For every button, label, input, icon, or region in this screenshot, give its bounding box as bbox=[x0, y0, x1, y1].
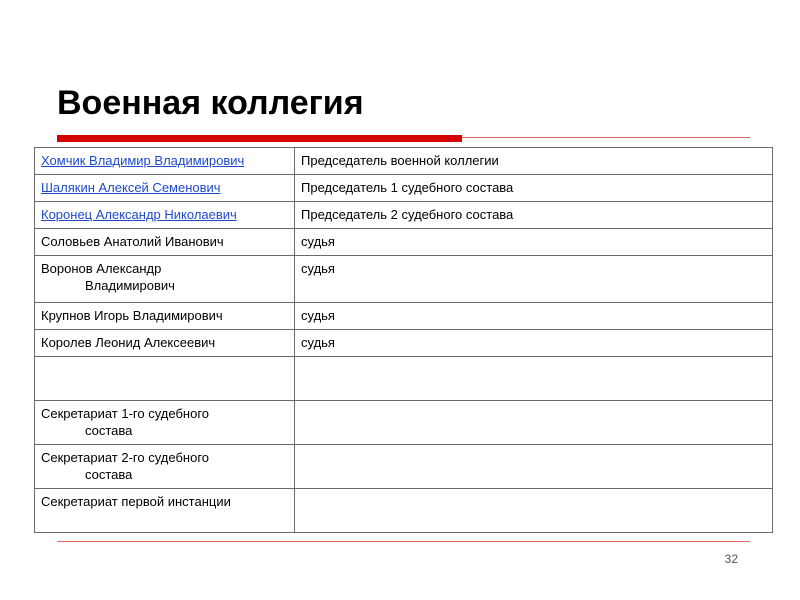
collegium-table bbox=[34, 147, 773, 533]
name-cell: Королев Леонид Алексеевич bbox=[35, 330, 295, 357]
table-row bbox=[35, 489, 773, 533]
unit-name-continued: состава bbox=[85, 423, 133, 438]
page-number: 32 bbox=[724, 552, 738, 566]
person-link[interactable]: Хомчик Владимир Владимирович bbox=[41, 153, 245, 168]
name-cell: Соловьев Анатолий Иванович bbox=[35, 229, 295, 256]
role-cell bbox=[295, 489, 773, 533]
role-cell: судья bbox=[295, 256, 773, 303]
table-row bbox=[35, 330, 773, 357]
table-row bbox=[35, 229, 773, 256]
role-cell: Председатель 2 судебного состава bbox=[295, 202, 773, 229]
table-row bbox=[35, 202, 773, 229]
table-row-empty bbox=[35, 357, 773, 401]
table-row bbox=[35, 148, 773, 175]
person-link[interactable]: Коронец Александр Николаевич bbox=[41, 207, 237, 222]
table-row bbox=[35, 175, 773, 202]
role-cell: судья bbox=[295, 330, 773, 357]
name-cell bbox=[35, 256, 295, 303]
role-cell bbox=[295, 445, 773, 489]
name-cell bbox=[35, 148, 295, 175]
name-cell bbox=[35, 175, 295, 202]
name-cell bbox=[35, 202, 295, 229]
person-name-continued: Владимирович bbox=[85, 278, 175, 293]
title-underline-thin bbox=[462, 137, 750, 138]
person-name: Воронов Александр bbox=[41, 261, 162, 276]
slide-title: Военная коллегия bbox=[57, 84, 364, 122]
name-cell bbox=[35, 445, 295, 489]
footer-rule bbox=[57, 541, 750, 542]
role-cell: Председатель 1 судебного состава bbox=[295, 175, 773, 202]
unit-name-continued: состава bbox=[85, 467, 133, 482]
name-cell bbox=[35, 357, 295, 401]
person-link[interactable]: Шалякин Алексей Семенович bbox=[41, 180, 221, 195]
role-cell: судья bbox=[295, 229, 773, 256]
table-row bbox=[35, 256, 773, 303]
unit-name: Секретариат 1-го судебного bbox=[41, 406, 210, 421]
table-row bbox=[35, 401, 773, 445]
table-row bbox=[35, 445, 773, 489]
role-cell: Председатель военной коллегии bbox=[295, 148, 773, 175]
role-cell: судья bbox=[295, 303, 773, 330]
role-cell bbox=[295, 357, 773, 401]
name-cell: Секретариат первой инстанции bbox=[35, 489, 295, 533]
name-cell bbox=[35, 401, 295, 445]
role-cell bbox=[295, 401, 773, 445]
unit-name: Секретариат 2-го судебного bbox=[41, 450, 210, 465]
name-cell: Крупнов Игорь Владимирович bbox=[35, 303, 295, 330]
title-underline-thick bbox=[57, 135, 462, 142]
table-row bbox=[35, 303, 773, 330]
